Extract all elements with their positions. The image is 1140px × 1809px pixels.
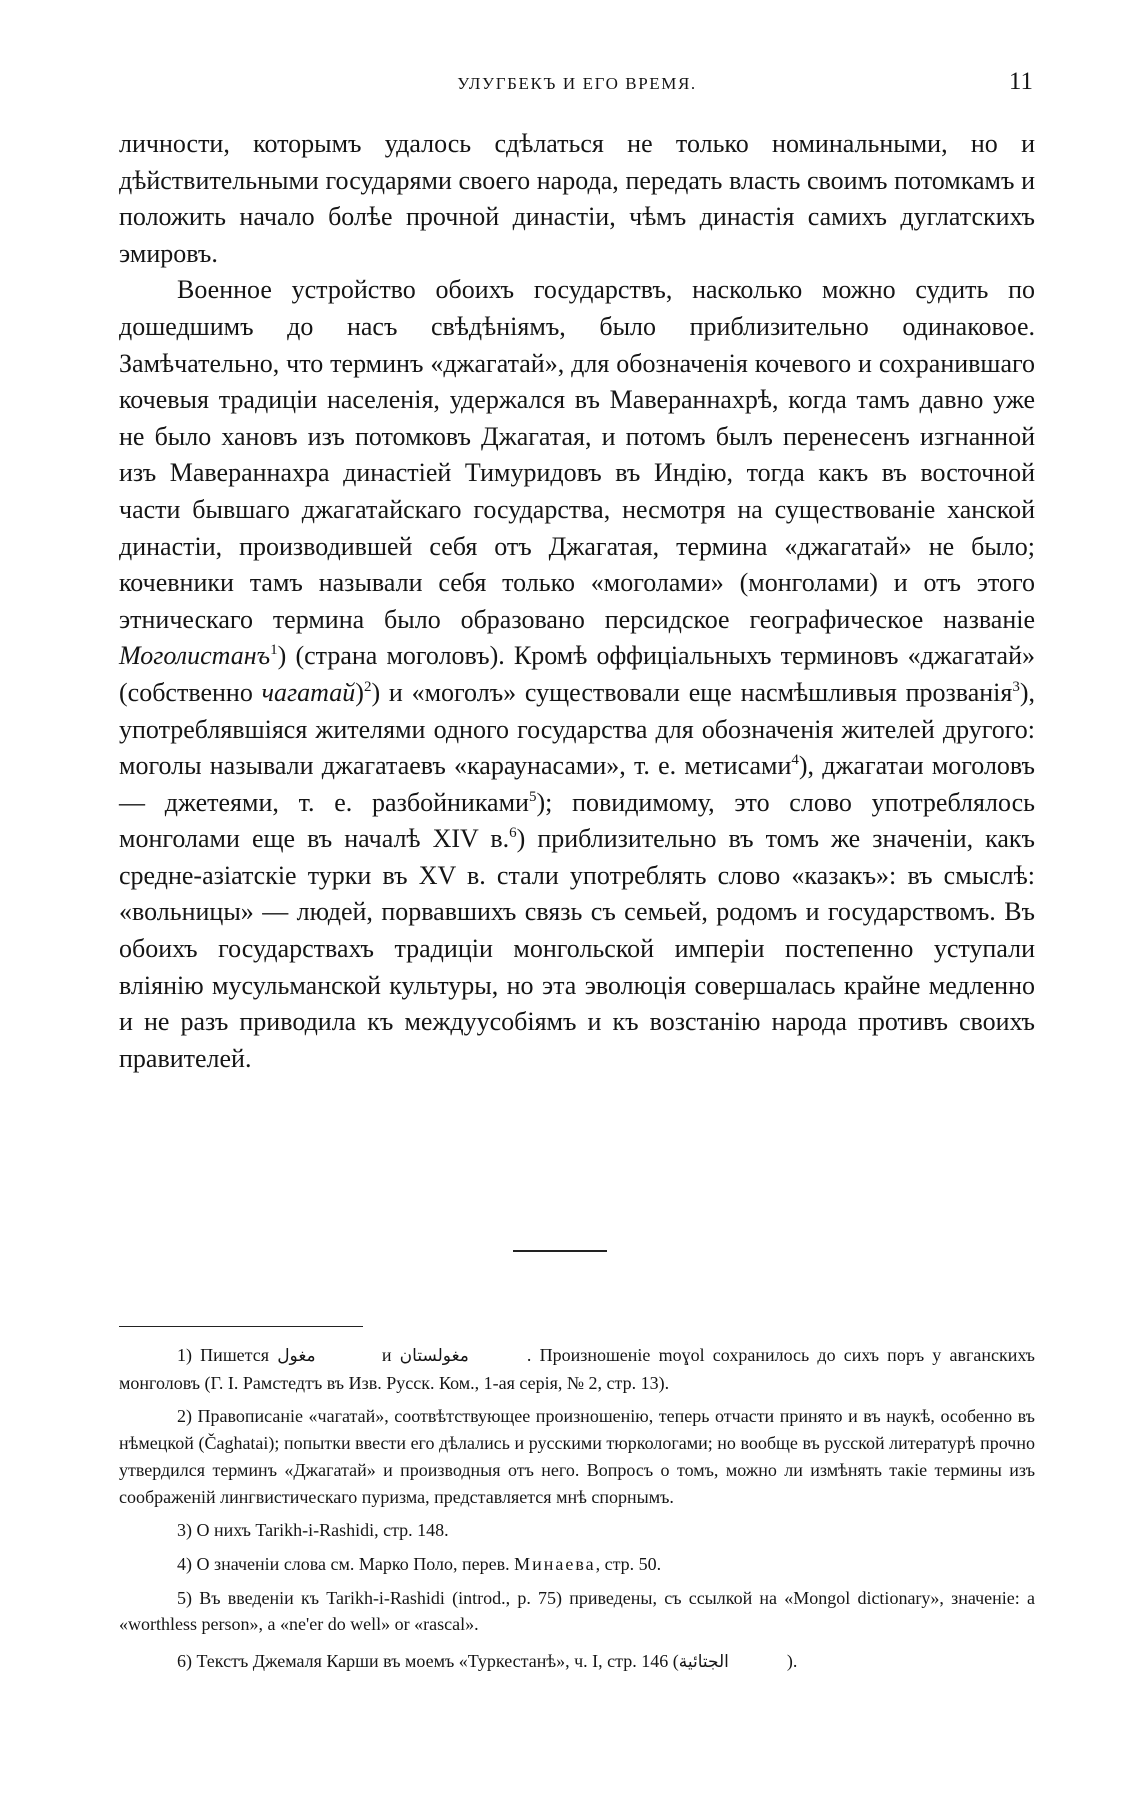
footnote-3: 3) О нихъ Tarikh-i-Rashidi, стр. 148.	[177, 1520, 449, 1541]
footnote-ref-5: 5	[528, 788, 537, 805]
arabic-word-jatai: الجتائية	[678, 1652, 729, 1673]
footnote-1-text-c: . Произношеніе	[526, 1345, 659, 1365]
footnote-1-text-b: и	[373, 1345, 400, 1365]
footnote-ref-3: 3	[1012, 678, 1020, 695]
arabic-word-mughulistan: مغولستان	[399, 1346, 469, 1366]
footnote-ref-2: 2	[363, 678, 372, 695]
footnote-1	[119, 1342, 1035, 1396]
paragraph-1	[119, 126, 1035, 272]
footnote-6-text-a: 6) Текстъ Джемаля Карши въ моемъ «Туркестанѣ», ч. I, стр. 146 (	[177, 1651, 679, 1672]
footnote-1-text-a: Пишется	[192, 1345, 278, 1365]
paragraph-2-text-f: ); повидимому, это слово употреблялось монголами еще въ началѣ XIV в.	[119, 787, 1035, 854]
running-head	[119, 68, 1035, 108]
main-text	[119, 126, 1035, 1077]
paragraph-2-text-b: (страна моголовъ). Кромѣ оффиціальныхъ терминовъ «джагатай» (собственно	[119, 641, 1035, 707]
footnote-4-text-a: 4) О значеніи слова см. Марко Поло, перев.	[177, 1553, 515, 1574]
paragraph-1-text: личности, которымъ удалось сдѣлаться не только номинальными, но и дѣйствительными государями своего народа, передать власть своимъ потомкамъ и положить начало болѣе прочной династіи, чѣмъ династія самихъ дуглатскихъ эмировъ.	[119, 129, 1035, 268]
footnote-4	[119, 1551, 1035, 1578]
paragraph-2-text-c: ) и «моголъ» существовали еще насмѣшливыя прозванія	[371, 677, 1013, 707]
page-number: 11	[1008, 68, 1033, 95]
paragraph-2-text-a: Военное устройство обоихъ государствъ, насколько можно судить по дошедшимъ до насъ свѣдѣніямъ, было приблизительно одинаковое. Замѣчательно, что терминъ «джагатай», для обозначенія кочевого и сохранившаго кочевыя традиціи населенія, удержался въ Мавераннахрѣ, когда тамъ давно уже не было хановъ изъ потомковъ Джагатая, и потомъ былъ перенесенъ изгнанной изъ Мавераннахра династіей Тимуридовъ въ Индію, тогда какъ въ восточной части бывшаго джагатайскаго государства, несмотря на существованіе ханской династіи, производившей себя отъ Джагатая, термина «джагатай» не было; кочевники тамъ называли себя только «моголами» (монголами) и отъ этого этническаго термина было образовано персидское географическое названіе	[119, 275, 1035, 634]
footnote-ref-4: 4	[791, 752, 799, 769]
footnote-divider	[119, 1326, 363, 1327]
footnote-2: 2) Правописаніе «чагатай», соотвѣтствующее произношенію, теперь отчасти принято и въ наукѣ, особенно въ нѣмецкой (Čaghatai); попытки ввести его дѣлались и русскими тюркологами; но вообще въ русской литературѣ прочно утвердился терминъ «Джагатай» и производныя отъ него. Вопросъ о томъ, можно ли измѣнять такіе термины изъ соображеній лингвистическаго пуризма, представляется мнѣ спорнымъ.	[119, 1406, 1035, 1507]
footnotes	[119, 1342, 1035, 1676]
term-moghulistan: Моголистанъ	[119, 641, 271, 671]
footnote-6-text-b: ).	[786, 1651, 798, 1672]
footnote-4-text-b: , стр. 50.	[595, 1553, 662, 1574]
section-divider	[513, 1250, 607, 1252]
paragraph-2: Военное устройство обоихъ государствъ, насколько можно судить по дошедшимъ до насъ свѣдѣніямъ, было приблизительно одинаковое. Замѣчательно, что терминъ «джагатай», для обозначенія кочевого и сохранившаго кочевыя традиціи населенія, удержался въ Мавераннахрѣ, когда тамъ давно уже не было хановъ изъ потомковъ Джагатая, и потомъ былъ перенесенъ изгнанной изъ Мавераннахра династіей Тимуридовъ въ Индію, тогда какъ въ восточной части бывшаго джагатайскаго государства, несмотря на существованіе ханской династіи, производившей себя отъ Джагатая, термина «джагатай» не было; кочевники тамъ называли себя только «моголами» (монголами) и отъ этого этническаго термина было образовано персидское географическое названіе Моголистанъ$^1$) (страна моголовъ). Кромѣ оффиціальныхъ терминовъ «джагатай» (собственно чагатай)$^2$) и «моголъ» существовали еще насмѣшливыя прозванія$^3$), употреблявшіяся жителями одного государства для обозначенія жителей другого: моголы называли джагатаевъ «караунасами», т. е. метисами$^4$), джагатаи моголовъ — джетеями, т. е. разбойниками$^5$); повидимому, это слово употреблялось монголами еще въ началѣ XIV в.$^6$) приблизительно въ томъ же значеніи, какъ средне-азіатскіе турки въ XV в. стали употреблять слово «казакъ»: въ смыслѣ: «вольницы» — людей, порвавшихъ связь съ семьей, родомъ и государствомъ. Въ обоихъ государствахъ традиціи монгольской имперіи постепенно уступали вліянію мусульманской культуры, но эта эволюція совершалась крайне медленно и не разъ приводила къ междуусобіямъ и къ возстанію народа противъ своихъ правителей.	[119, 275, 1035, 1073]
footnote-ref-1: 1	[270, 642, 278, 659]
author-minaev: Минаева	[514, 1553, 596, 1574]
running-title: УЛУГБЕКЪ И ЕГО ВРЕМЯ.	[457, 74, 697, 93]
term-chagatai: чагатай	[261, 677, 356, 707]
arabic-word-mughul: مغول	[277, 1346, 316, 1366]
footnote-6	[119, 1648, 1035, 1676]
transcription-moghol: moɣol	[658, 1345, 705, 1365]
footnote-1-number: 1)	[177, 1345, 192, 1365]
footnote-ref-6: 6	[509, 825, 517, 842]
footnote-1-text-d: сохранилось до сихъ поръ у авганскихъ монголовъ (Г. І. Рамстедтъ въ Изв. Русск. Ком., 1-ая серія, № 2, стр. 13).	[119, 1345, 1035, 1393]
paragraph-2-text-e: ), джагатаи моголовъ — джетеями, т. е. разбойниками	[119, 751, 1035, 817]
paragraph-2-text-d: , употреблявшіяся жителями одного государства для обозначенія жителей другого: моголы называли джагатаевъ «караунасами», т. е. метисами	[119, 677, 1035, 781]
footnote-5: 5) Въ введеніи къ Tarikh-i-Rashidi (introd., p. 75) приведены, съ ссылкой на «Mongol dictionary», значеніе: a «worthless person», a «ne'er do well» or «rascal».	[119, 1587, 1035, 1635]
paragraph-2-text-g: ) приблизительно въ томъ же значеніи, какъ средне-азіатскіе турки въ XV в. стали употреблять слово «казакъ»: въ смыслѣ: «вольницы» — людей, порвавшихъ связь съ семьей, родомъ и государствомъ. Въ обоихъ государствахъ традиціи монгольской имперіи постепенно уступали вліянію мусульманской культуры, но эта эволюція совершалась крайне медленно и не разъ приводила къ междуусобіямъ и къ возстанію народа противъ своихъ правителей.	[119, 824, 1035, 1073]
